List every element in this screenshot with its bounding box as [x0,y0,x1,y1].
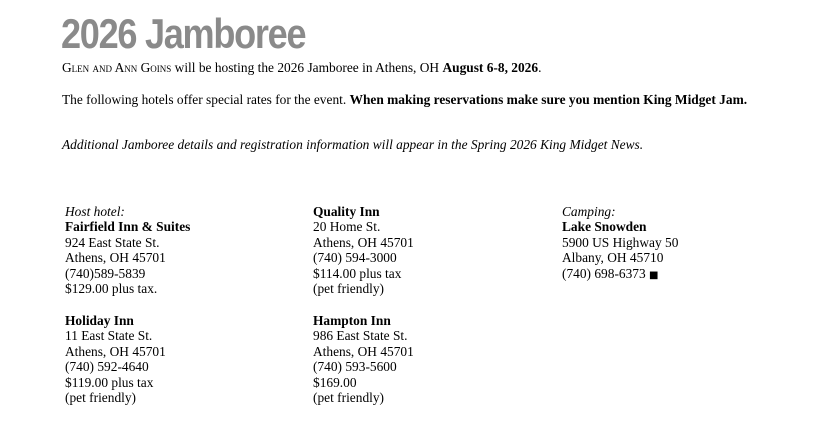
hotel-note: (pet friendly) [313,281,385,297]
hotel-name: Hampton Inn [313,313,391,328]
details-note: Additional Jamboree details and registration information will appear in the Spring 2026 King Midget News. [62,137,644,152]
hotel-street: 20 Home St. [313,219,381,235]
hotel-phone: (740)589-5839 [65,265,146,281]
end-of-article-icon: ■ [649,269,659,281]
hotel-phone: (740) 594-3000 [313,250,397,266]
quality-inn-listing [313,204,414,296]
camping-city: Albany, OH 45710 [562,250,664,266]
hotel-note: (pet friendly) [313,390,385,406]
hotel-street: 11 East State St. [65,328,153,344]
intro-text: will be hosting the 2026 Jamboree in Athens, OH [171,60,443,75]
camping-street: 5900 US Highway 50 [562,234,679,250]
camping-name: Lake Snowden [562,219,647,235]
reservation-notice: When making reservations make sure you mention King Midget Jam. [349,92,748,107]
hotel-city: Athens, OH 45701 [65,343,166,359]
hotel-name: Quality Inn [313,204,380,219]
host-names: Glen and Ann Goins [62,60,172,75]
hotel-name: Fairfield Inn & Suites [65,219,191,235]
host-hotel-listing [65,204,190,296]
hotel-street: 924 East State St. [65,234,160,250]
hotel-city: Athens, OH 45701 [65,250,166,266]
page-title: 2026 Jamboree [61,10,306,57]
hotel-name: Holiday Inn [65,313,134,328]
intro-paragraph [62,61,792,75]
intro-period: . [538,60,542,75]
hotel-phone: (740) 593-5600 [313,359,397,375]
hotel-street: 986 East State St. [313,328,408,344]
camping-phone: (740) 698-6373 [562,265,646,281]
hotels-intro-paragraph [62,93,792,107]
holiday-inn-listing [65,313,166,405]
event-date: August 6-8, 2026 [442,60,539,75]
hotels-intro-text: The following hotels offer special rates for the event. [62,92,350,107]
hotel-city: Athens, OH 45701 [313,343,414,359]
hotel-note: (pet friendly) [65,390,137,406]
hotel-rate: $114.00 plus tax [313,265,402,281]
hotel-phone: (740) 592-4640 [65,359,149,375]
camping-listing [562,204,678,283]
hotel-rate: $129.00 plus tax. [65,281,158,297]
host-hotel-label: Host hotel: [65,204,125,219]
hotel-rate: $119.00 plus tax [65,374,154,390]
hampton-inn-listing [313,313,414,405]
hotel-city: Athens, OH 45701 [313,234,414,250]
camping-label: Camping: [562,204,616,219]
hotel-rate: $169.00 [313,374,357,390]
